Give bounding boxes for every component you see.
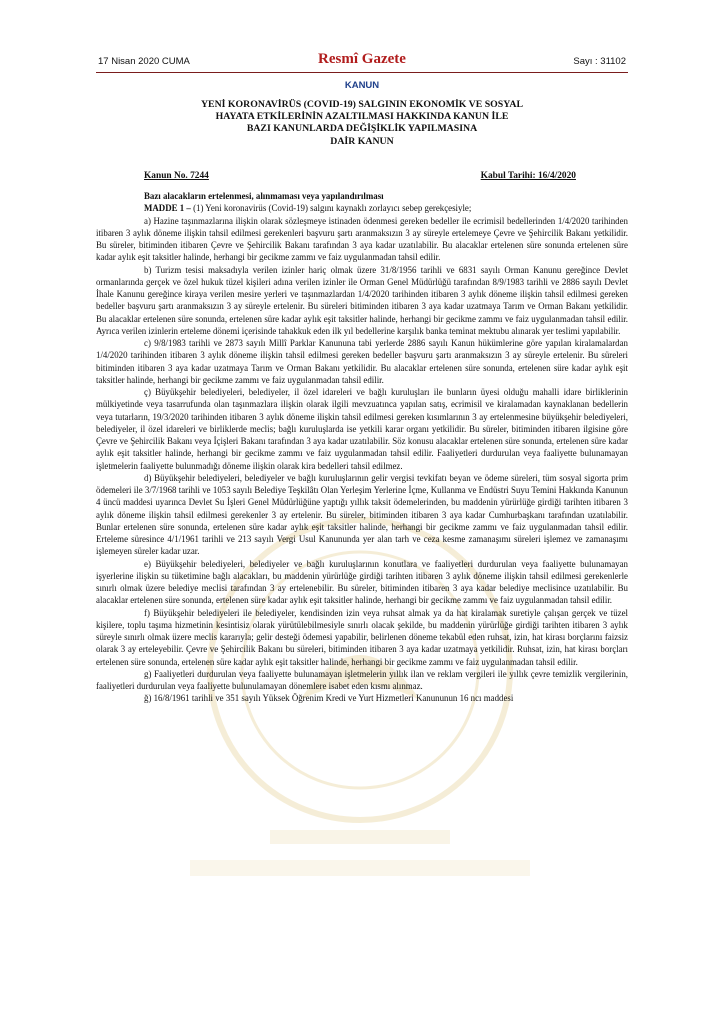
clause-d: d) Büyükşehir belediyeleri, belediyeler ve bağlı kuruluşlarının gelir vergisi tevkifatı beyan ve ödeme süreleri, tüm sosyal sigorta prim ödemeleri ile 3/7/1968 tarihli ve 1053 sayılı Belediye Teşkilâtı Olan Yerleşim Yerlerine İçme, Kullanma ve Endüstri Suyu Temini Hakkında Kanunun 4 üncü maddesi uyarınca Devlet Su İşleri Genel Müdürlüğüne yaptığı yıllık taksit ödemelerinden, bu maddenin yürürlüğe girdiği tarihten itibaren 3 aylık döneme ilişkin tahsil edilmesi gerekenler 3 ay ertelenir. Bu süreler, bitiminden itibaren 3 aya kadar Cumhurbaşkanı tarafından uzatılabilir. Bunlar ertelenen süre sonunda, ertelenen süre kadar aylık eşit taksitler halinde, herhangi bir gecikme zammı ve faiz uygulanmadan tahsil edilir. Erteleme süresince 4/1/1961 tarihli ve 213 sayılı Vergi Usul Kanununda yer alan tarh ve ceza kesme zamanaşımı süreleri işlemez ve zamanaşımı işlemeyen süreler kadar uzar. <box>96 472 628 557</box>
issue-date: 17 Nisan 2020 CUMA <box>98 56 190 67</box>
law-title-line: YENİ KORONAVİRÜS (COVID-19) SALGININ EKONOMİK VE SOSYAL <box>200 99 524 110</box>
law-title-line: DAİR KANUN <box>330 135 394 147</box>
law-title-line: BAZI KANUNLARDA DEĞİŞİKLİK YAPILMASINA <box>246 123 478 135</box>
section-label: KANUN <box>344 80 380 91</box>
article-intro <box>96 202 628 214</box>
article-label: MADDE 1 – <box>144 203 191 214</box>
clause-b: b) Turizm tesisi maksadıyla verilen izinler hariç olmak üzere 31/8/1956 tarihli ve 6831 sayılı Orman Kanunu gereğince Devlet ormanlarında gerçek ve özel hukuk tüzel kişileri adına verilen izinler ile Orman Genel Müdürlüğü tarafından 8/9/1983 tarihli ve 2886 sayılı Devlet İhale Kanunu gereğince kiraya verilen mesire yerleri ve taşınmazlardan 1/4/2020 tarihinden itibaren 3 aylık döneme ilişkin tahsil edilmesi gereken bedeller başvuru şartı aranmaksızın 3 ay süreyle ertelenir. Bu süreleri bitiminden itibaren 3 aya kadar uzatmaya Tarım ve Orman Bakanı yetkilidir. Bu alacaklar ertelenen süre sonunda, ertelenen süre kadar aylık eşit taksitler halinde, herhangi bir gecikme zammı ve faiz uygulanmadan tahsil edilir. Ayrıca verilen izinlerin erteleme dönemi içerisinde tahakkuk eden ilk yıl bedellerine karşılık banka teminat mektubu alınarak yer teslimi yapılabilir. <box>96 264 628 336</box>
law-number: Kanun No. 7244 <box>144 171 209 181</box>
clause-c: c) 9/8/1983 tarihli ve 2873 sayılı Millî Parklar Kanununa tabi yerlerde 2886 sayılı Kanun hükümlerine göre yapılan kiralamalardan 1/4/2020 tarihinden itibaren 3 aylık döneme ilişkin tahsil edilmesi gereken bedeller başvuru şartı aranmaksızın 3 ay süreyle ertelenir. Bu süreleri bitiminden itibaren 3 aya kadar uzatmaya Tarım ve Orman Bakanı yetkilidir. Bu alacaklar ertelenen süre sonunda, ertelenen süre kadar aylık eşit taksitler halinde, herhangi bir gecikme zammı ve faiz uygulanmadan tahsil edilir. <box>96 338 628 385</box>
clause-e: e) Büyükşehir belediyeleri, belediyeler ve bağlı kuruluşlarının konutlara ve faaliyetleri durdurulan veya faaliyette bulunamayan işyerlerine ilişkin su tüketimine bağlı alacakları, bu maddenin yürürlüğe girdiği tarihten itibaren 3 aylık döneme ilişkin tahsil edilmesi gerekenlerle sınırlı olmak üzere belediye meclisi tarafından 3 ay ertelenebilir. Bu süreler, bitiminden itibaren 3 aya kadar belediye meclisince uzatılabilir. Bu alacaklar ertelenen süre sonunda, ertelenen süre kadar aylık eşit taksitler halinde, herhangi bir gecikme zammı ve faiz uygulanmadan tahsil edilir. <box>96 558 628 606</box>
article-intro-text: (1) Yeni koronavirüs (Covid-19) salgını kaynaklı zorlayıcı sebep gerekçesiyle; <box>190 203 472 214</box>
acceptance-date: Kabul Tarihi: 16/4/2020 <box>480 171 576 181</box>
header-divider <box>96 72 628 73</box>
clause-ch: ç) Büyükşehir belediyeleri, belediyeler, il özel idareleri ve bağlı kuruluşları ile bunların üyesi olduğu mahalli idare birliklerinin mülkiyetinde veya tasarrufunda olan taşınmazlara ilişkin olarak ilgili mevzuatınca yapılan satış, ecrimisil ve kiralamadan kaynaklanan bedellerin veya tutarların, 19/3/2020 tarihinden itibaren 3 aylık döneme ilişkin tahsil edilmesi gereken kısımlarının 3 ay ertelenmesine büyükşehir belediyeleri, belediyeler, il özel idareleri ve birliklerde meclis; bağlı kuruluşlarda ise yetkili karar organı yetkilidir. Bu süreler, bitiminden itibaren ilgisine göre Çevre ve Şehircilik Bakanı veya İçişleri Bakanı tarafından 3 aya kadar uzatılabilir. Söz konusu alacaklar ertelenen süre sonunda, ertelenen süre kadar aylık eşit taksitler halinde, herhangi bir gecikme zammı ve faiz uygulanmadan tahsil edilir. Faaliyetleri durdurulan veya faaliyette bulunamayan işletmelerin faaliyette bulunmadığı döneme ilişkin olarak kira bedelleri tahsil edilmez. <box>96 387 628 471</box>
law-body <box>96 190 628 705</box>
gazette-name: Resmî Gazete <box>318 51 406 67</box>
clause-gh: ğ) 16/8/1961 tarihli ve 351 sayılı Yüksek Öğrenim Kredi ve Yurt Hizmetleri Kanununun 16 ncı maddesi <box>144 693 514 704</box>
law-title-line: HAYATA ETKİLERİNİN AZALTILMASI HAKKINDA KANUN İLE <box>215 111 509 123</box>
clause-a: a) Hazine taşınmazlarına ilişkin olarak sözleşmeye istinaden ödenmesi gereken bedeller ile ecrimisil bedellerinden 1/4/2020 tarihinden itibaren 3 aylık döneme ilişkin tahsil edilmesi gerekenleri başvuru şartı aranmaksızın 3 ay süreyle ertelemeye Çevre ve Şehircilik Bakanı yetkilidir. Bu süreler, bitiminden itibaren Çevre ve Şehircilik Bakanı tarafından 3 aya kadar uzatılabilir. Bu alacaklar ertelenen süre sonunda ertelenen süre kadar aylık eşit taksitler halinde, herhangi bir gecikme zammı ve faiz uygulanmadan tahsil edilir. <box>96 215 628 263</box>
clause-f: f) Büyükşehir belediyeleri ile belediyeler, kendisinden izin veya ruhsat almak ya da hat kiralamak suretiyle çalışan gerçek ve tüzel kişilere, toplu taşıma hizmetinin kesintisiz olarak yürütülebilmesiyle sınırlı olacak şekilde, bu maddenin yürürlüğe girdiği tarihten itibaren 3 aylık süreyle sınırlı olmak üzere meclis kararıyla; gelir desteği ödemesi yapabilir, belirlenen döneme tekabül eden ruhsat, izin, hat kirası borçlarını faizsiz olarak 3 ay erteleyebilir. Çevre ve Şehircilik Bakanı bu süreleri, bitiminden itibaren 3 aya kadar uzatmaya yetkilidir. Ruhsat, izin, hat kirası borçları ertelenen süre sonunda, ertelenen süre kadar aylık eşit taksitler halinde, herhangi bir gecikme zammı ve faiz uygulanmadan tahsil edilir. <box>96 607 628 667</box>
clause-g: g) Faaliyetleri durdurulan veya faaliyette bulunamayan işletmelerin yıllık ilan ve reklam vergileri ile yıllık çevre temizlik vergilerinin, faaliyetleri durdurulan veya faaliyette bulunulamayan dönemlere isabet eden kısmı alınmaz. <box>96 668 628 691</box>
law-title <box>96 99 628 148</box>
article-heading: Bazı alacakların ertelenmesi, alınmaması veya yapılandırılması <box>144 191 384 201</box>
issue-number: Sayı : 31102 <box>573 56 626 67</box>
